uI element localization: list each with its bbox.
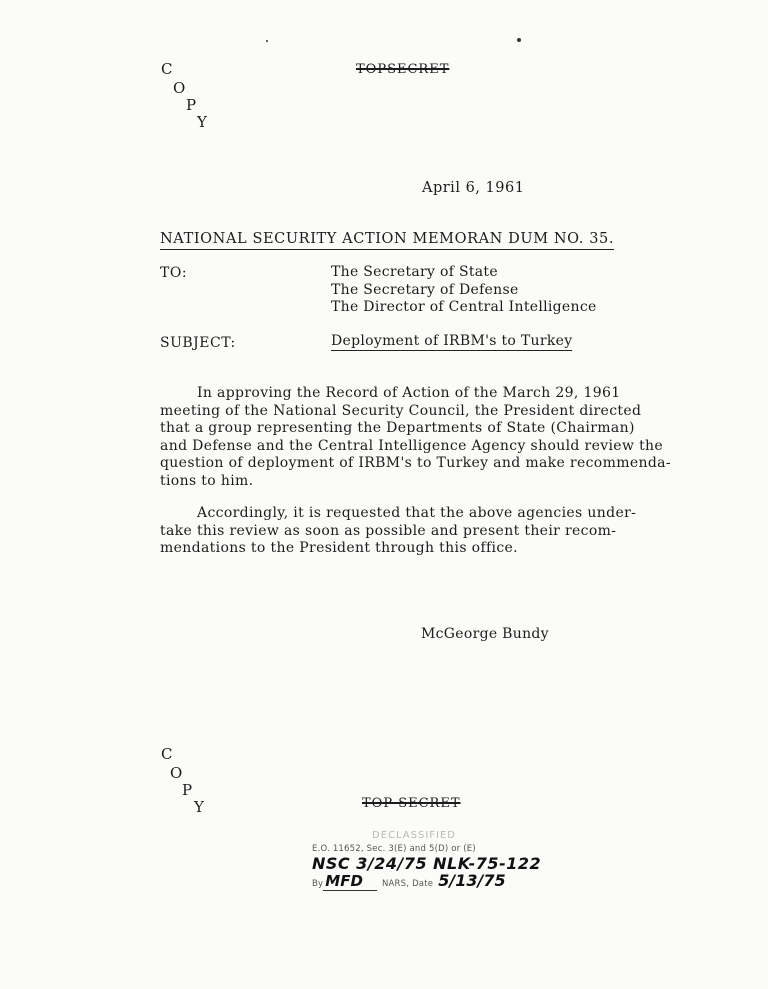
body-paragraph-1 bbox=[160, 385, 671, 490]
recipient-list bbox=[331, 264, 597, 317]
executive-order-line: E.O. 11652, Sec. 3(E) and 5(D) or (E) bbox=[312, 844, 476, 854]
copy-letter: C bbox=[161, 60, 173, 78]
body-line: take this review as soon as possible and present their recom- bbox=[160, 522, 617, 539]
copy-letter: Y bbox=[197, 113, 207, 131]
to-label: TO: bbox=[160, 265, 188, 281]
authority-handwritten: NSC 3/24/75 NLK-75-122 bbox=[312, 854, 542, 873]
copy-letter: Y bbox=[194, 798, 204, 816]
declassification-date: 5/13/75 bbox=[438, 871, 506, 890]
body-paragraph-2 bbox=[160, 505, 660, 558]
body-line: In approving the Record of Action of the March 29, 1961 bbox=[197, 385, 621, 401]
body-line: Accordingly, it is requested that the above agencies under- bbox=[197, 505, 637, 521]
ink-speck bbox=[266, 40, 268, 42]
body-line: meeting of the National Security Council, the President directed bbox=[160, 402, 642, 419]
subject-value: Deployment of IRBM's to Turkey bbox=[331, 333, 573, 349]
copy-letter: C bbox=[161, 745, 173, 763]
by-prefix: By bbox=[312, 879, 324, 889]
copy-letter: O bbox=[170, 764, 183, 782]
body-line: question of deployment of IRBM's to Turkey and make recommenda- bbox=[160, 455, 671, 471]
recipient: The Director of Central Intelligence bbox=[331, 299, 597, 315]
body-line: mendations to the President through this office. bbox=[160, 540, 518, 556]
body-line: that a group representing the Departments of State (Chairman) bbox=[160, 420, 635, 436]
body-line: tions to him. bbox=[160, 472, 254, 489]
classification-top: TOPSECRET bbox=[356, 62, 450, 77]
copy-letter: O bbox=[173, 79, 186, 97]
nars-date-label: NARS, Date bbox=[381, 879, 434, 889]
body-line: and Defense and the Central Intelligence Agency should review the bbox=[160, 437, 664, 454]
recipient: The Secretary of State bbox=[331, 264, 498, 280]
signature: McGeorge Bundy bbox=[421, 626, 549, 642]
memo-date: April 6, 1961 bbox=[422, 180, 525, 196]
ink-speck bbox=[517, 38, 521, 42]
copy-letter: P bbox=[182, 781, 193, 799]
by-line bbox=[312, 871, 506, 890]
classification-bottom: TOP SECRET bbox=[362, 796, 461, 811]
copy-letter: P bbox=[186, 96, 197, 114]
subject-label: SUBJECT: bbox=[160, 335, 236, 351]
reviewer-initials: MFD bbox=[323, 872, 377, 891]
memo-title: NATIONAL SECURITY ACTION MEMORAN DUM NO. 35. bbox=[160, 231, 614, 250]
declassified-label: DECLASSIFIED bbox=[372, 830, 457, 841]
recipient: The Secretary of Defense bbox=[331, 281, 519, 298]
